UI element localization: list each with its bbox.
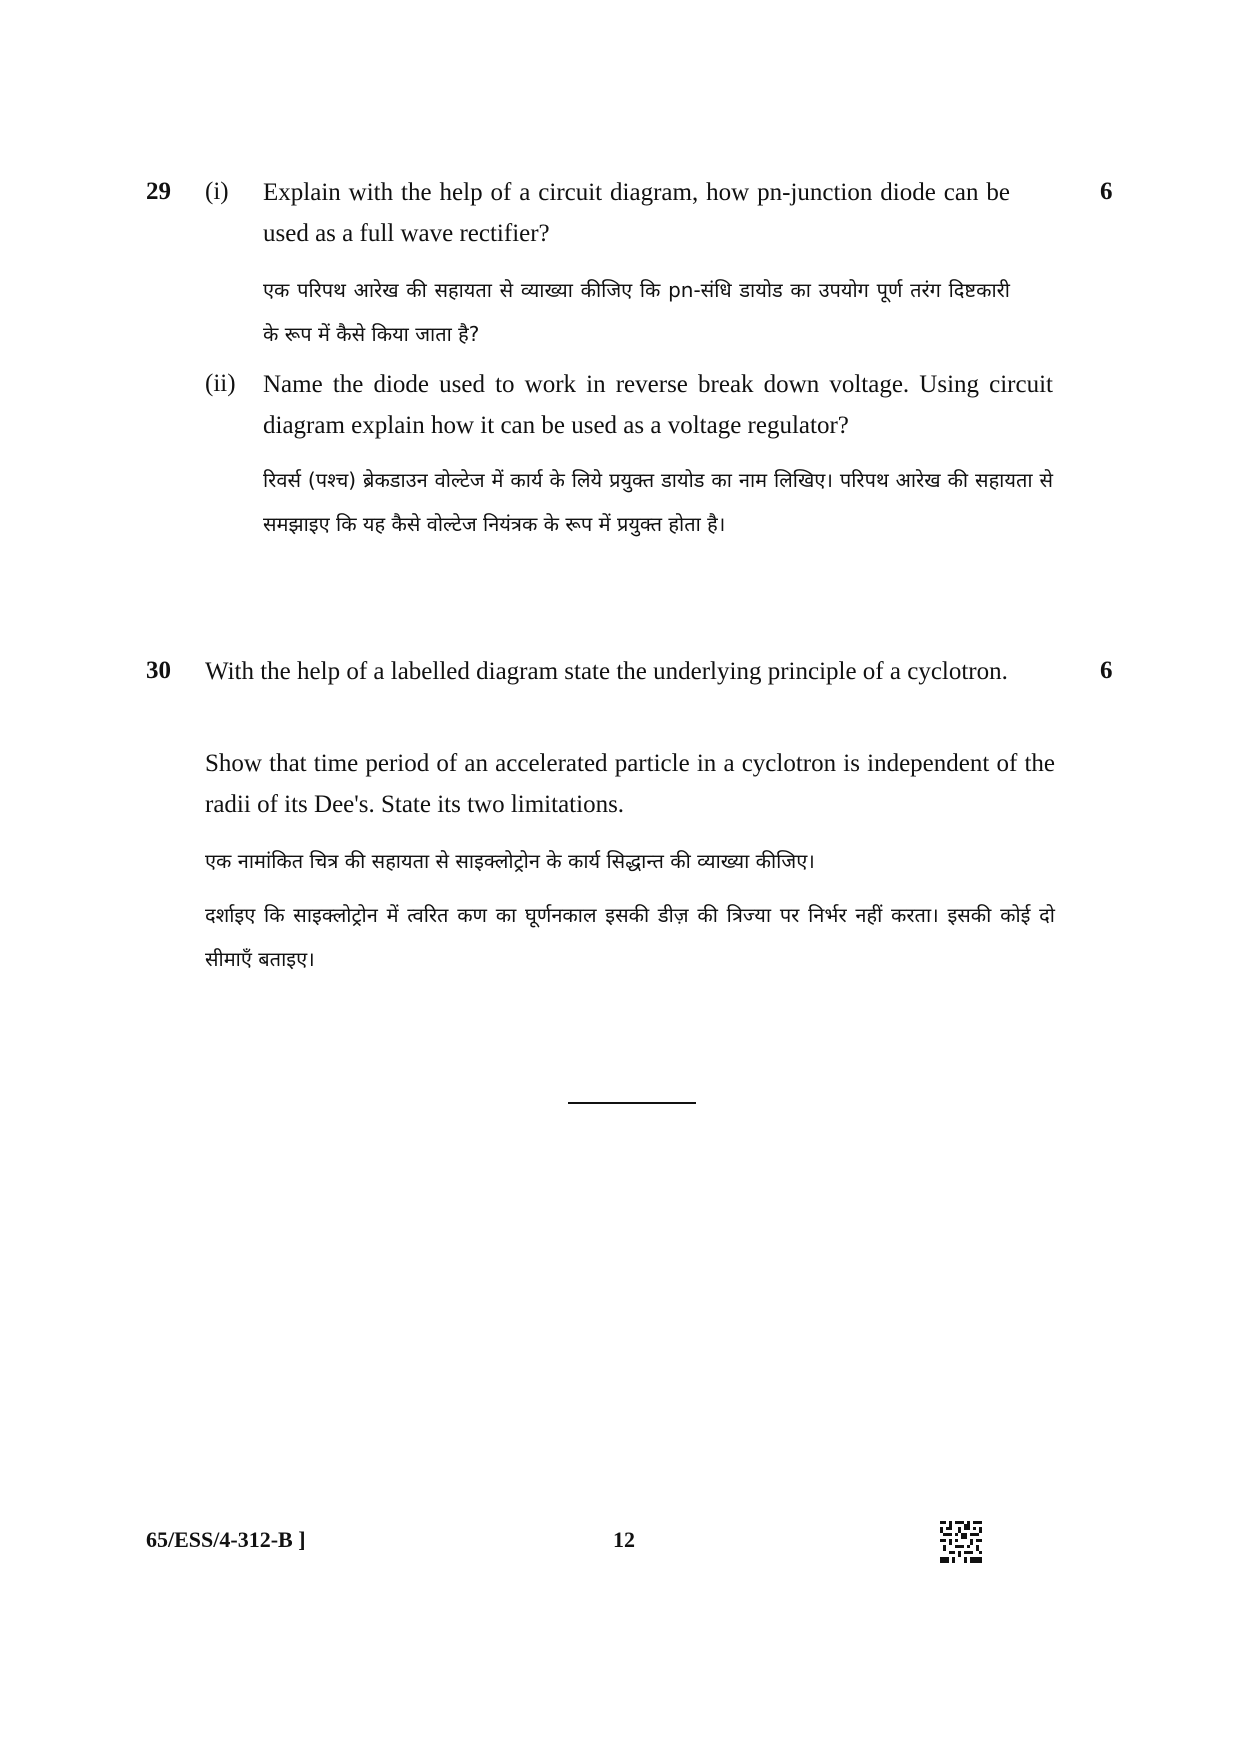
end-of-section-rule [568,1102,696,1104]
q30-english-time-period: Show that time period of an accelerated particle in a cyclotron is independent of the radii of its Dee's. State its two limitations. [205,750,1055,818]
marks-29: 6 [1100,178,1113,205]
paper-code: 65/ESS/4-312-B ] [146,1527,306,1552]
question-number-29: 29 [146,178,171,205]
q30-hindi-principle: एक नामांकित चित्र की सहायता से साइक्लोट्रोन के कार्य सिद्धान्त की व्याख्या कीजिए। [205,849,815,873]
q29-part-i-hindi: एक परिपथ आरेख की सहायता से व्याख्या कीजिए कि pn-संधि डायोड का उपयोग पूर्ण तरंग दिष्टकारी के रूप में कैसे किया जाता है? [263,278,1010,346]
q29-part-ii-hindi: रिवर्स (पश्च) ब्रेकडाउन वोल्टेज में कार्य के लिये प्रयुक्त डायोड का नाम लिखिए। परिपथ आरेख की सहायता से समझाइए कि यह कैसे वोल्टेज नियंत्रक के रूप में प्रयुक्त होता है। [263,468,1053,536]
qr-code-icon [940,1521,982,1563]
marks-30: 6 [1100,657,1113,684]
question-number-30: 30 [146,657,171,684]
q29-part-ii-label: (ii) [205,370,236,397]
q30-english-principle: With the help of a labelled diagram state the underlying principle of a cyclotron. [205,658,1008,685]
q29-part-ii-english: Name the diode used to work in reverse break down voltage. Using circuit diagram explain how it can be used as a voltage regulator? [263,371,1053,439]
page-number: 12 [613,1527,635,1552]
q29-part-i-label: (i) [205,178,229,205]
q30-hindi-time-period: दर्शाइए कि साइक्लोट्रोन में त्वरित कण का घूर्णनकाल इसकी डीज़ की त्रिज्या पर निर्भर नहीं करता। इसकी कोई दो सीमाएँ बताइए। [205,903,1055,971]
q29-part-i-english: Explain with the help of a circuit diagram, how pn-junction diode can be used as a full wave rectifier? [263,179,1010,247]
